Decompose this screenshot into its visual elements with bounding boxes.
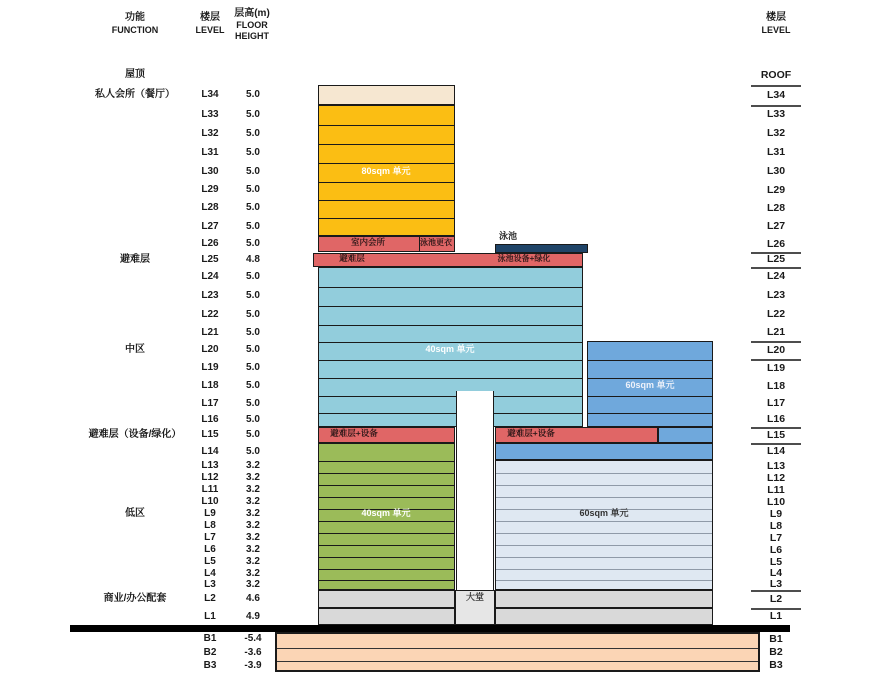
right-level-label: L11 (767, 483, 785, 496)
refuge-l15-right-label: 避难层+设备 (507, 428, 555, 438)
level-label: L33 (201, 108, 219, 120)
right-level-label: L8 (769, 519, 783, 532)
height-value: 5.0 (246, 238, 260, 249)
lowrise-60sqm-block-floor-line (496, 473, 712, 474)
height-value: -5.4 (244, 633, 262, 644)
right-level-label: L4 (769, 567, 783, 579)
right-level-label: B2 (769, 646, 783, 658)
pool-equipment-label: 泳池设备+绿化 (497, 254, 551, 263)
right-level-label: L33 (766, 108, 786, 120)
right-level-label: L23 (766, 289, 786, 301)
level-label: L30 (201, 165, 219, 177)
height-value: -3.9 (244, 659, 262, 671)
function-label: 私人会所（餐厅） (95, 89, 175, 100)
green-tower-40sqm-block-floor-line (319, 580, 454, 581)
function-column-header-en: FUNCTION (111, 25, 159, 35)
l1-podium-left (318, 608, 455, 625)
atrium-void (456, 391, 494, 590)
mid-tower-40sqm-block-floor-line (319, 360, 582, 361)
basement-block-floor-line (277, 661, 758, 662)
right-level-label: L14 (766, 445, 786, 457)
basement-block (275, 632, 760, 672)
green-tower-40sqm-block-floor-line (319, 569, 454, 570)
level-column-header-en: LEVEL (195, 25, 225, 35)
level-label: L11 (201, 484, 219, 495)
height-value: 5.0 (246, 184, 260, 195)
height-value: 5.0 (246, 413, 260, 425)
right-level-label: L28 (766, 201, 786, 214)
right-level-label: L17 (766, 397, 786, 409)
right-level-label: L2 (769, 592, 783, 605)
height-value: 3.2 (246, 520, 260, 531)
right-level-label: L19 (766, 361, 786, 374)
l14-blue-band (495, 443, 713, 460)
unit60-upper-label: 60sqm 单元 (625, 380, 675, 390)
green-tower-40sqm-block-floor-line (319, 557, 454, 558)
level-label: L14 (201, 445, 219, 457)
right-level-column-header-en: LEVEL (761, 25, 791, 35)
lowrise-60sqm-block-floor-line (496, 497, 712, 498)
height-value: 3.2 (246, 567, 260, 579)
refuge-l25-label: 避难层 (339, 253, 365, 263)
roof-floor-block (318, 85, 455, 105)
level-label: L26 (201, 238, 219, 249)
height-value: 5.0 (246, 326, 260, 338)
right-level-rule (751, 85, 801, 87)
height-value: 3.2 (246, 544, 260, 555)
level-label: L24 (201, 270, 219, 282)
right-tower-60sqm-block-floor-line (588, 413, 712, 414)
function-label: 避难层 (120, 253, 150, 265)
level-label: L31 (201, 146, 219, 158)
right-level-label: L29 (766, 183, 786, 196)
unit80-label: 80sqm 单元 (361, 166, 411, 176)
height-value: -3.6 (244, 646, 262, 658)
tower-80sqm-block-floor-line (319, 163, 454, 164)
mid-tower-40sqm-block-floor-line (319, 325, 582, 326)
lowrise-60sqm-block (495, 460, 713, 590)
level-label: B2 (203, 646, 217, 658)
ground-line (70, 625, 790, 632)
refuge-l15-left-label: 避难层+设备 (330, 428, 378, 438)
level-label: L5 (204, 556, 216, 567)
height-value: 5.0 (246, 445, 260, 457)
lowrise-60sqm-block-floor-line (496, 521, 712, 522)
level-label: L20 (201, 344, 219, 355)
right-level-label: L3 (769, 578, 783, 590)
right-level-label: L15 (766, 428, 786, 441)
pool-label: 泳池 (498, 231, 517, 241)
height-value: 3.2 (246, 496, 260, 507)
right-level-rule (751, 359, 801, 361)
level-label: L10 (201, 496, 219, 507)
tower-80sqm-block-floor-line (319, 200, 454, 201)
level-label: B3 (203, 659, 217, 671)
lobby-label: 大堂 (465, 592, 484, 602)
level-label: L3 (204, 578, 216, 590)
height-value: 5.0 (246, 165, 260, 177)
height-column-header-en1: FLOOR (236, 20, 268, 30)
level-label: L8 (204, 520, 216, 531)
tower-80sqm-block-floor-line (319, 144, 454, 145)
height-value: 3.2 (246, 484, 260, 495)
right-level-rule (751, 105, 801, 107)
height-value: 4.6 (246, 593, 260, 604)
basement-block-floor-line (277, 648, 758, 649)
height-value: 5.0 (246, 380, 260, 391)
level-label: L34 (201, 89, 219, 100)
level-label: L21 (201, 326, 219, 338)
height-value: 5.0 (246, 108, 260, 120)
green-tower-40sqm-block-floor-line (319, 497, 454, 498)
tower-80sqm-block-floor-line (319, 182, 454, 183)
height-value: 5.0 (246, 397, 260, 409)
lowrise-60sqm-block-floor-line (496, 580, 712, 581)
height-value: 5.0 (246, 220, 260, 232)
indoor-club-label: 室内会所 (350, 237, 385, 247)
lowrise-60sqm-block-floor-line (496, 485, 712, 486)
right-level-label: L5 (769, 555, 783, 568)
mid-tower-40sqm-block-floor-line (319, 306, 582, 307)
height-value: 4.9 (246, 610, 260, 622)
unit40-low-label: 40sqm 单元 (361, 508, 411, 518)
lowrise-60sqm-block-floor-line (496, 569, 712, 570)
height-value: 5.0 (246, 308, 260, 320)
height-value: 3.2 (246, 460, 260, 471)
right-level-label: L24 (766, 270, 786, 282)
right-level-label: L10 (766, 495, 786, 508)
right-level-rule (751, 267, 801, 269)
level-label: L23 (201, 289, 219, 301)
right-level-label: L13 (766, 459, 786, 472)
level-label: L27 (201, 220, 219, 232)
lowrise-60sqm-block-floor-line (496, 533, 712, 534)
pool-deck-block (495, 244, 588, 253)
height-value: 5.0 (246, 289, 260, 301)
height-value: 3.2 (246, 472, 260, 483)
level-label: L28 (201, 202, 219, 213)
height-value: 5.0 (246, 146, 260, 158)
right-tower-60sqm-block-floor-line (588, 378, 712, 379)
level-label: L18 (201, 380, 219, 391)
height-column-header-zh: 层高(m) (234, 8, 270, 19)
l15-blue-segment (658, 427, 713, 443)
mid-tower-40sqm-block-floor-line (319, 378, 582, 379)
height-value: 5.0 (246, 344, 260, 355)
right-level-label: L21 (766, 326, 786, 338)
unit40-mid-label: 40sqm 单元 (425, 344, 475, 354)
tower-80sqm-block-floor-line (319, 125, 454, 126)
lowrise-60sqm-block-floor-line (496, 557, 712, 558)
level-label: L9 (204, 508, 216, 519)
level-label: L19 (201, 362, 219, 373)
right-level-label: L22 (766, 308, 786, 320)
green-tower-40sqm-block-floor-line (319, 545, 454, 546)
right-level-label: L20 (766, 343, 786, 356)
right-level-label: L31 (766, 146, 786, 158)
green-tower-40sqm-block-floor-line (319, 521, 454, 522)
right-level-rule (751, 341, 801, 343)
right-level-label: L7 (769, 531, 783, 544)
level-column-header-zh: 楼层 (200, 12, 220, 23)
right-tower-60sqm-block-floor-line (588, 360, 712, 361)
right-level-label: L32 (766, 127, 786, 139)
level-label: L4 (204, 567, 216, 579)
tower-80sqm-block-floor-line (319, 218, 454, 219)
height-value: 3.2 (246, 532, 260, 543)
level-label: L15 (201, 429, 219, 440)
right-level-label: L34 (766, 88, 786, 101)
right-level-label: L1 (769, 610, 783, 622)
height-value: 4.8 (246, 253, 260, 265)
level-label: L12 (201, 472, 219, 483)
right-level-label: B3 (769, 659, 783, 671)
right-level-label: L18 (766, 379, 786, 392)
level-label: L16 (201, 413, 219, 425)
level-label: L2 (204, 593, 216, 604)
function-label: 低区 (125, 508, 145, 519)
function-label: 商业/办公配套 (103, 593, 167, 604)
right-level-label: L30 (766, 165, 786, 177)
height-value: 5.0 (246, 89, 260, 100)
unit60-low-label: 60sqm 单元 (579, 508, 629, 518)
mid-tower-40sqm-block-floor-line (319, 342, 582, 343)
right-level-label: L12 (766, 471, 786, 484)
right-level-rule (751, 590, 801, 592)
function-label: 中区 (125, 344, 145, 355)
level-label: L7 (204, 532, 216, 543)
right-level-label: L16 (766, 413, 786, 425)
height-column-header-en2: HEIGHT (234, 31, 269, 41)
right-tower-60sqm-block-floor-line (588, 396, 712, 397)
level-label: L25 (201, 253, 219, 265)
level-label: L1 (204, 610, 216, 622)
mid-tower-40sqm-block-floor-line (319, 396, 582, 397)
function-label: 屋顶 (125, 69, 145, 80)
level-label: B1 (203, 633, 217, 644)
function-label: 避难层（设备/绿化） (88, 429, 182, 440)
green-tower-40sqm-block-floor-line (319, 485, 454, 486)
right-level-label: B1 (769, 632, 783, 645)
height-value: 3.2 (246, 578, 260, 590)
right-level-label: L9 (769, 507, 783, 520)
height-value: 5.0 (246, 429, 260, 440)
mid-tower-40sqm-block-floor-line (319, 287, 582, 288)
green-tower-40sqm-block-floor-line (319, 533, 454, 534)
pool-changing-label: 泳池更衣 (420, 238, 452, 247)
right-level-label: L6 (769, 543, 783, 556)
height-value: 3.2 (246, 508, 260, 519)
right-level-label: L27 (766, 220, 786, 232)
height-value: 5.0 (246, 202, 260, 213)
height-value: 3.2 (246, 556, 260, 567)
right-level-label: L26 (766, 237, 786, 250)
l1-podium-right (495, 608, 713, 625)
level-label: L22 (201, 308, 219, 320)
lowrise-60sqm-block-floor-line (496, 545, 712, 546)
green-tower-40sqm-block-floor-line (319, 473, 454, 474)
mid-tower-40sqm-block-floor-line (319, 413, 582, 414)
level-label: L29 (201, 184, 219, 195)
green-tower-40sqm-block-floor-line (319, 461, 454, 462)
right-level-label: L25 (766, 253, 786, 265)
level-label: L32 (201, 127, 219, 139)
level-label: L17 (201, 397, 219, 409)
function-column-header-zh: 功能 (125, 12, 145, 23)
height-value: 5.0 (246, 270, 260, 282)
level-label: L13 (201, 460, 219, 471)
height-value: 5.0 (246, 127, 260, 139)
level-label: L6 (204, 544, 216, 555)
right-level-label: ROOF (760, 68, 792, 81)
right-level-column-header-zh: 楼层 (766, 12, 786, 23)
height-value: 5.0 (246, 362, 260, 373)
